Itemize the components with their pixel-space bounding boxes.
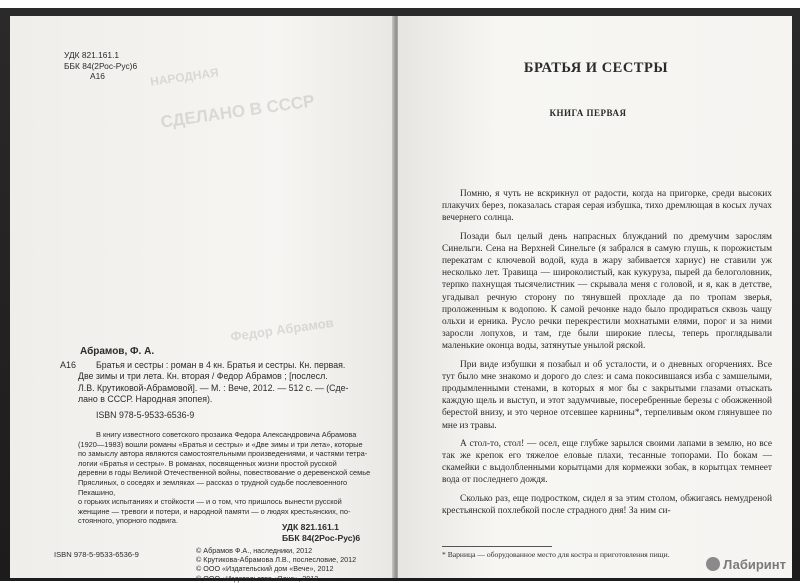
annotation: [78, 430, 378, 526]
annotation-line: о горьких испытаниях и стойкости — и о том, что пришлось вынести русской: [78, 497, 342, 507]
footnote-rule: [442, 546, 552, 547]
brand-logo-icon: [706, 557, 720, 571]
body-text: [442, 188, 772, 523]
ghost-print-edition: НАРОДНАЯ: [149, 65, 220, 89]
brand-text: Лабиринт: [723, 557, 786, 572]
copyright-line: © ООО «Издательство «Вече», 2012: [196, 573, 319, 583]
copyright-line: © ООО «Издательский дом «Вече», 2012: [196, 564, 334, 574]
annotation-line: стоянного, упорного подвига.: [78, 516, 178, 526]
catalog-entry: [78, 360, 378, 421]
udk-code-bottom: УДК 821.161.1: [282, 522, 339, 532]
author-name: Абрамов, Ф. А.: [80, 346, 155, 357]
copyright-line: © Абрамов Ф.А., наследники, 2012: [196, 546, 313, 555]
entry-line: Братья и сестры : роман в 4 кн. Братья и сестры. Кн. первая.: [96, 360, 346, 370]
ghost-print-series: СДЕЛАНО В СССР: [159, 91, 316, 132]
brand-watermark: [706, 557, 786, 572]
paragraph: Сколько раз, еще подростком, сидел я за этим столом, обжигаясь немудреной крестьянской похлебкой после страдного дня! За ним си-: [442, 493, 772, 516]
isbn-bottom: ISBN 978-5-9533-6536-9: [54, 550, 139, 559]
annotation-line: В книгу известного советского прозаика Федора Александровича Абрамова: [96, 430, 357, 439]
isbn-line: ISBN 978-5-9533-6536-9: [96, 409, 195, 420]
copyright-line: © Крутикова-Абрамова Л.В., послесловие, 2012: [196, 555, 357, 565]
annotation-line: (1920—1983) вошли романы «Братья и сестры» и «Две зимы и три лета», которые: [78, 439, 363, 449]
paragraph: Помню, я чуть не вскрикнул от радости, когда на пригорке, среди высоких плакучих берез, показалась старая серая избушка, тихо дремлющая в косых лучах вечернего солнца.: [442, 189, 772, 224]
book-title: БРАТЬЯ И СЕСТРЫ: [523, 60, 669, 76]
entry-line: лано в СССР. Народная эпопея).: [78, 394, 213, 405]
copyright-block: [196, 546, 356, 583]
annotation-line: по замыслу автора являются самостоятельными произведениями, и частями тетра-: [78, 449, 368, 459]
classification-codes: [64, 50, 137, 82]
left-page: [10, 16, 394, 583]
paragraph: Позади был целый день напрасных блужданий по дремучим зарослям Синельги. Сена на Верхней Синельге (я забрался в самую глушь, к порожистым перекатам с ключевой водой, куда в жару забивается хариус) не ставили уж несколько лет. Травища — широколистый, как кукуруза, пырей да белоголовник, терпко пахнущая тысячелистник — скрывала меня с головой, и я, как в детстве, угадывал речную сторону по тянувшей прохладе да по тропам зверья, проложенным к водопою. К самой речонке надо было продираться сквозь чащу ольхи и ерника. Русло речки перекрестили мохнатыми елями, порог и за ними заросли лопухов, и там, где были широкие плесы, теперь проглядывали маленькие оконца воды, затянутые унылой ряской.: [442, 231, 772, 352]
paragraph: А стол-то, стол! — осел, еще глубже зарылся своими лапами в землю, но все так же крепок его тяжелое еловые плахи, тесанные топорами. По бокам — скамейки с выдолбленными корытцами для кормежки зобак, в корытцах темнеет вода от последнего дождя.: [442, 438, 772, 486]
ghost-print-author: Федор Абрамов: [229, 314, 335, 345]
book-label: КНИГА ПЕРВАЯ: [549, 108, 627, 118]
entry-line: Две зимы и три лета. Кн. вторая / Федор Абрамов ; [послесл.: [78, 371, 328, 382]
udk-code: УДК 821.161.1: [64, 50, 120, 60]
annotation-line: Пряслиных, о соседях и земляках — рассказ о трудной судьбе послевоенного Пекашино,: [78, 477, 348, 497]
footnote: * Варница — оборудованное место для костра и приготовления пищи.: [442, 550, 670, 559]
annotation-line: женщине — тревоги и потери, и народной памяти — о людях крестьянских, по-: [78, 506, 351, 516]
bbk-code-bottom: ББК 84(2Рос-Рус)6: [282, 533, 361, 543]
side-code: А16: [60, 360, 77, 370]
annotation-line: деревни в годы Великой Отечественной войны, повествование о деревенской семье: [78, 468, 371, 478]
entry-line: Л.В. Крутиковой-Абрамовой]. — М. : Вече, 2012. — 512 с. — (Сде-: [78, 382, 349, 393]
paragraph: При виде избушки я позабыл и об усталости, и о дневных огорчениях. Все тут было мне знакомо и дорого до слез: и сама покосившаяся изба с замшелыми, продымленными стенами, в которых я мог бы с закрытыми глазами отыскать каждую щель и выступ, и этот задумчивые, посеребренные березы с обожженной берестой внизу, и это черное отсевшее карнины*, терпеливым оком глянувшее по мне из травы.: [442, 359, 772, 431]
author-sign-code: А16: [90, 71, 105, 81]
annotation-line: логии «Братья и сестры». В романах, посвященных жизни простой русской: [78, 458, 337, 468]
bottom-codes: [282, 522, 360, 544]
right-page: [398, 16, 792, 578]
bbk-code: ББК 84(2Рос-Рус)6: [64, 60, 138, 71]
